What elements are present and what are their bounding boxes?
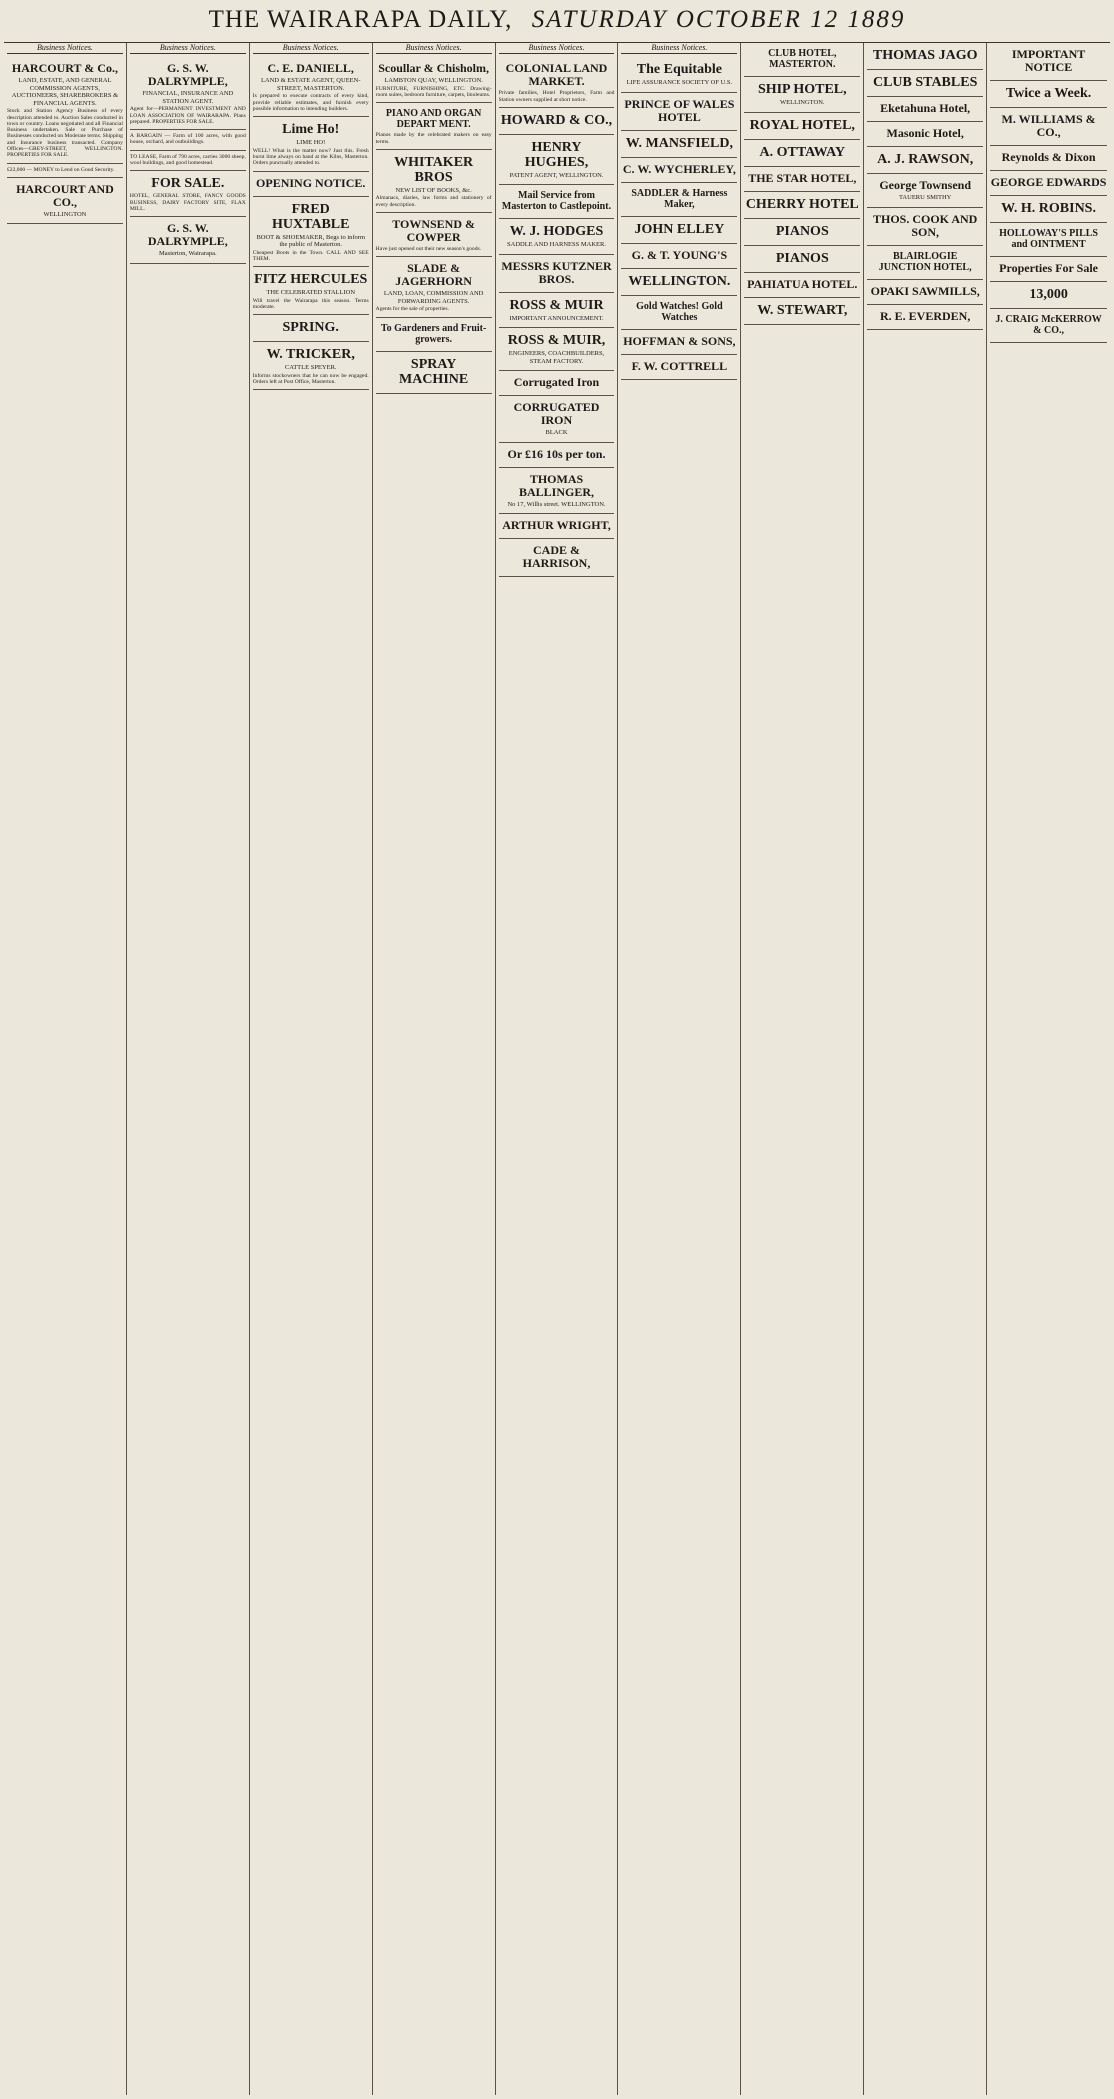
advertisement bbox=[499, 185, 615, 219]
column-7 bbox=[741, 43, 864, 2095]
advertisement bbox=[744, 167, 860, 192]
ad-body: Pianos made by the celebrated makers on easy terms. bbox=[375, 132, 492, 145]
advertisement bbox=[744, 43, 860, 77]
advertisement bbox=[990, 146, 1107, 171]
advertisement bbox=[990, 43, 1107, 81]
ad-title: PAHIATUA HOTEL. bbox=[747, 276, 858, 291]
ad-title: THE STAR HOTEL, bbox=[748, 170, 857, 185]
ad-title: PIANOS bbox=[775, 223, 829, 239]
ad-title: G. S. W. DALRYMPLE, bbox=[147, 61, 228, 89]
ad-title: W. J. HODGES bbox=[509, 224, 604, 240]
column-header: Business Notices. bbox=[621, 43, 737, 54]
ad-title: F. W. COTTRELL bbox=[631, 358, 728, 373]
advertisement bbox=[253, 172, 369, 197]
advertisement bbox=[621, 296, 737, 330]
ad-subtitle: TAUERU SMITHY bbox=[898, 194, 952, 201]
column-8 bbox=[864, 43, 987, 2095]
ad-title: Mail Service from Masterton to Castlepoint. bbox=[501, 190, 612, 213]
advertisement bbox=[867, 43, 983, 70]
advertisement bbox=[499, 293, 615, 329]
ad-title: ROSS & MUIR bbox=[509, 297, 604, 313]
ad-subtitle: LAND, LOAN, COMMISSION AND FORWARDING AGENTS. bbox=[383, 290, 484, 305]
advertisement bbox=[867, 147, 983, 174]
advertisement bbox=[499, 57, 615, 108]
ad-title: J. CRAIG McKERROW & CO., bbox=[995, 314, 1102, 336]
advertisement bbox=[130, 57, 246, 130]
ad-title: THOMAS JAGO bbox=[872, 48, 978, 63]
advertisement bbox=[867, 174, 983, 208]
ad-title: HOWARD & CO., bbox=[500, 112, 613, 128]
advertisement bbox=[253, 57, 369, 117]
ad-title: CORRUGATED IRON bbox=[513, 400, 600, 428]
advertisement bbox=[744, 298, 860, 325]
ad-title: CLUB HOTEL, MASTERTON. bbox=[768, 48, 837, 70]
ad-title: WHITAKER BROS bbox=[394, 154, 474, 185]
advertisement bbox=[867, 280, 983, 305]
ad-title: G. S. W. DALRYMPLE, bbox=[147, 221, 228, 249]
advertisement bbox=[7, 178, 123, 225]
ad-subtitle: LIFE ASSURANCE SOCIETY OF U.S. bbox=[626, 79, 733, 87]
column-header: Business Notices. bbox=[130, 43, 246, 54]
ad-subtitle: LAND & ESTATE AGENT, QUEEN-STREET, MASTERTON. bbox=[260, 77, 361, 92]
ad-title: Eketahuna Hotel, bbox=[880, 101, 971, 115]
ad-title: OPAKI SAWMILLS, bbox=[870, 283, 980, 298]
ad-body: Is prepared to execute contracts of every kind, provide reliable estimates, and furnish every possible information to intending builders. bbox=[252, 93, 369, 112]
advertisement bbox=[499, 443, 615, 468]
ad-title: SPRING. bbox=[282, 320, 339, 336]
ad-body: A BARGAIN — Farm of 100 acres, with good house, orchard, and outbuildings. bbox=[129, 133, 246, 146]
column-2 bbox=[127, 43, 250, 2095]
advertisement bbox=[130, 171, 246, 217]
advertisement bbox=[376, 318, 492, 352]
ad-subtitle: SADDLE AND HARNESS MAKER. bbox=[507, 241, 606, 249]
advertisement bbox=[744, 219, 860, 246]
advertisement bbox=[867, 246, 983, 280]
ad-subtitle: PATENT AGENT, WELLINGTON. bbox=[509, 171, 604, 179]
advertisement bbox=[621, 183, 737, 217]
advertisement bbox=[744, 273, 860, 298]
ad-title: Reynolds & Dixon bbox=[1001, 150, 1096, 164]
ad-body: Private families, Hotel Proprietors, Farm and Station owners supplied at short notice. bbox=[498, 90, 615, 103]
ad-body: Cheapest Boots in the Town. CALL AND SEE THEM. bbox=[252, 249, 369, 262]
column-header: Business Notices. bbox=[253, 43, 369, 54]
ad-subtitle: FINANCIAL, INSURANCE AND STATION AGENT. bbox=[142, 90, 234, 105]
ad-body: Have just opened out their new season's goods. bbox=[375, 246, 482, 253]
advertisement bbox=[621, 269, 737, 296]
ad-title: Lime Ho! bbox=[282, 122, 340, 138]
column-3 bbox=[250, 43, 373, 2095]
ad-title: HOLLOWAY'S PILLS and OINTMENT bbox=[999, 228, 1098, 250]
advertisement bbox=[990, 108, 1107, 146]
column-header: Business Notices. bbox=[499, 43, 615, 54]
ad-title: George Townsend bbox=[879, 178, 972, 192]
advertisement bbox=[867, 122, 983, 147]
advertisement bbox=[253, 315, 369, 342]
ad-title: THOMAS BALLINGER, bbox=[518, 471, 595, 499]
ad-title: THOS. COOK AND SON, bbox=[873, 211, 978, 239]
advertisement bbox=[7, 164, 123, 178]
ad-body: HOTEL, GENERAL STORE, FANCY GOODS BUSINESS, DAIRY FACTORY SITE, FLAX MILL. bbox=[129, 193, 246, 212]
advertisement bbox=[253, 117, 369, 171]
column-9 bbox=[987, 43, 1110, 2095]
advertisement bbox=[499, 539, 615, 577]
advertisement bbox=[621, 244, 737, 269]
advertisement bbox=[130, 130, 246, 151]
advertisement bbox=[867, 305, 983, 330]
masthead-title: THE WAIRARAPA DAILY, bbox=[208, 6, 513, 33]
advertisement bbox=[621, 131, 737, 158]
ad-body: Stock and Station Agency Business of every description attended to. Auction Sales conducted in town or country. Loans negotiated and all Financial Business undertaken. Sale or Purchase of Businesses conducted on Moderate terms. Shipping and Insurance business transacted. Company Offices—GREY-STREET, WELLINGTON. PROPERTIES FOR SALE. bbox=[7, 108, 123, 159]
ad-title: C. W. WYCHERLEY, bbox=[622, 161, 736, 176]
ad-body: Agent for—PERMANENT INVESTMENT AND LOAN ASSOCIATION OF WAIRARAPA. Plans prepared. PROPERTIES FOR SALE. bbox=[129, 106, 246, 125]
ad-title: MESSRS KUTZNER BROS. bbox=[501, 258, 612, 286]
advertisement bbox=[499, 255, 615, 293]
ad-title: WELLINGTON. bbox=[628, 273, 731, 289]
ad-subtitle: No 17, Willis street. WELLINGTON. bbox=[507, 500, 606, 508]
ad-subtitle: WELLINGTON. bbox=[780, 99, 825, 106]
advertisement bbox=[990, 309, 1107, 343]
ad-body: Agents for the sale of properties. bbox=[375, 306, 449, 313]
ad-title: W. MANSFIELD, bbox=[625, 135, 734, 151]
advertisement bbox=[253, 197, 369, 268]
ad-title: HARCOURT AND CO., bbox=[16, 181, 114, 209]
advertisement bbox=[867, 97, 983, 122]
advertisement bbox=[621, 93, 737, 131]
advertisement bbox=[499, 328, 615, 371]
ad-title: FITZ HERCULES bbox=[254, 272, 368, 288]
advertisement bbox=[253, 342, 369, 390]
ad-title: IMPORTANT NOTICE bbox=[1011, 47, 1086, 74]
ad-title: ARTHUR WRIGHT, bbox=[502, 518, 611, 533]
ad-subtitle: IMPORTANT ANNOUNCEMENT. bbox=[509, 314, 604, 322]
ad-title: G. & T. YOUNG'S bbox=[631, 247, 728, 262]
ad-title: FOR SALE. bbox=[151, 176, 225, 192]
ad-title: SPRAY MACHINE bbox=[399, 356, 469, 387]
ad-subtitle: NEW LIST OF BOOKS, &c. bbox=[395, 186, 472, 194]
ad-body: Will travel the Wairarapa this season. Terms moderate. bbox=[252, 297, 369, 310]
advertisement bbox=[130, 151, 246, 172]
column-4 bbox=[373, 43, 496, 2095]
ad-title: SADDLER & Harness Maker, bbox=[631, 187, 728, 210]
ad-body: TO LEASE, Farm of 790 acres, carries 3000 sheep, wool buildings, and good homestead. bbox=[129, 153, 246, 167]
advertisement bbox=[376, 103, 492, 150]
ad-title: C. E. DANIELL, bbox=[267, 61, 354, 76]
ad-subtitle: BOOT & SHOEMAKER, Begs to inform the public of Masterton. bbox=[256, 233, 366, 249]
advertisement bbox=[499, 514, 615, 539]
ad-title: Gold Watches! Gold Watches bbox=[636, 300, 723, 323]
ad-title: R. E. EVERDEN, bbox=[880, 308, 971, 323]
ad-body: Informs stockowners that he can now be engaged. Orders left at Post Office, Masterton. bbox=[252, 372, 369, 386]
advertisement bbox=[990, 81, 1107, 108]
advertisement bbox=[990, 196, 1107, 223]
ad-title: PIANOS bbox=[775, 250, 829, 266]
ad-title: A. J. RAWSON, bbox=[877, 152, 974, 167]
advertisement bbox=[990, 257, 1107, 282]
ad-subtitle: LAMBTON QUAY, WELLINGTON. bbox=[384, 77, 483, 85]
ad-title: W. TRICKER, bbox=[266, 347, 355, 363]
advertisement bbox=[376, 213, 492, 257]
ad-subtitle: BLACK bbox=[545, 429, 568, 437]
ad-title: A. OTTAWAY bbox=[759, 144, 846, 160]
advertisement bbox=[990, 223, 1107, 257]
advertisement bbox=[376, 257, 492, 317]
ad-title: BLAIRLOGIE JUNCTION HOTEL, bbox=[878, 250, 972, 273]
advertisement bbox=[621, 57, 737, 93]
advertisement-columns bbox=[4, 42, 1110, 2095]
ad-subtitle: WELLINGTON bbox=[43, 210, 87, 218]
ad-title: The Equitable bbox=[636, 62, 722, 78]
ad-title: Properties For Sale bbox=[999, 261, 1098, 275]
ad-title: CHERRY HOTEL bbox=[745, 196, 859, 212]
advertisement bbox=[130, 217, 246, 264]
ad-body: WELL! What is the matter now? Just this. Fresh burnt lime always on hand at the Kilns, Masterton. Orders punctually attended to. bbox=[252, 147, 369, 167]
masthead bbox=[0, 6, 1114, 38]
ad-body: £22,000 — MONEY to Lend on Good Security. bbox=[7, 166, 115, 173]
column-5 bbox=[496, 43, 619, 2095]
ad-title: GEORGE EDWARDS bbox=[990, 175, 1107, 189]
ad-title: M. WILLIAMS & CO., bbox=[1001, 112, 1096, 139]
ad-subtitle: LAND, ESTATE, AND GENERAL COMMISSION AGENTS, AUCTIONEERS, SHAREBROKERS & FINANCIAL AGENTS. bbox=[11, 77, 119, 107]
column-1 bbox=[4, 43, 127, 2095]
advertisement bbox=[499, 135, 615, 186]
advertisement bbox=[744, 192, 860, 219]
ad-title: 13,000 bbox=[1029, 287, 1068, 302]
advertisement bbox=[621, 355, 737, 380]
advertisement bbox=[744, 140, 860, 167]
ad-title: Twice a Week. bbox=[1005, 86, 1092, 101]
advertisement bbox=[376, 352, 492, 394]
advertisement bbox=[7, 57, 123, 163]
ad-title: Masonic Hotel, bbox=[886, 126, 964, 140]
ad-title: W. STEWART, bbox=[757, 302, 848, 318]
ad-title: W. H. ROBINS. bbox=[1001, 201, 1096, 216]
advertisement bbox=[867, 208, 983, 246]
advertisement bbox=[990, 282, 1107, 309]
ad-title: COLONIAL LAND MARKET. bbox=[505, 61, 608, 89]
advertisement bbox=[499, 219, 615, 255]
ad-title: SLADE & JAGERHORN bbox=[395, 261, 472, 289]
advertisement bbox=[867, 70, 983, 97]
ad-title: TOWNSEND & COWPER bbox=[392, 217, 476, 245]
ad-title: CLUB STABLES bbox=[872, 75, 978, 90]
ad-body: Almanacs, diaries, law forms and stationery of every description. bbox=[375, 195, 492, 208]
column-header: Business Notices. bbox=[376, 43, 492, 54]
ad-title: FRED HUXTABLE bbox=[271, 201, 350, 232]
ad-title: Or £16 10s per ton. bbox=[507, 446, 606, 461]
advertisement bbox=[376, 150, 492, 213]
ad-subtitle: CATTLE SPEYER. bbox=[284, 364, 337, 372]
ad-title: ROYAL HOTEL, bbox=[749, 117, 855, 133]
ad-subtitle: ENGINEERS, COACHBUILDERS, STEAM FACTORY. bbox=[508, 350, 605, 365]
ad-subtitle: THE CELEBRATED STALLION bbox=[266, 289, 356, 297]
ad-body: FURNITURE, FURNISHING, ETC. Drawing-room suites, bedroom furniture, carpets, linoleums. bbox=[375, 85, 492, 99]
advertisement bbox=[499, 371, 615, 396]
ad-title: Corrugated Iron bbox=[513, 375, 600, 390]
advertisement bbox=[744, 113, 860, 140]
column-6 bbox=[618, 43, 741, 2095]
ad-title: HARCOURT & Co., bbox=[11, 61, 118, 76]
advertisement bbox=[499, 468, 615, 515]
advertisement bbox=[990, 171, 1107, 196]
masthead-date: SATURDAY OCTOBER 12 1889 bbox=[531, 6, 906, 33]
ad-title: PIANO AND ORGAN DEPART MENT. bbox=[385, 108, 482, 131]
ad-title: HOFFMAN & SONS, bbox=[623, 333, 736, 348]
advertisement bbox=[376, 57, 492, 103]
ad-subtitle: Masterton, Wairarapa. bbox=[159, 250, 217, 258]
column-header: Business Notices. bbox=[7, 43, 123, 54]
ad-title: CADE & HARRISON, bbox=[522, 543, 591, 571]
advertisement bbox=[621, 158, 737, 183]
advertisement bbox=[253, 267, 369, 315]
ad-subtitle: LIME HO! bbox=[296, 139, 326, 147]
ad-title: Scoullar & Chisholm, bbox=[378, 61, 490, 76]
advertisement bbox=[744, 246, 860, 273]
ad-title: SHIP HOTEL, bbox=[757, 82, 847, 97]
ad-title: PRINCE OF WALES HOTEL bbox=[624, 96, 735, 124]
advertisement bbox=[499, 108, 615, 135]
ad-title: JOHN ELLEY bbox=[634, 221, 725, 237]
ad-title: ROSS & MUIR, bbox=[507, 333, 606, 349]
advertisement bbox=[621, 217, 737, 244]
ad-title: OPENING NOTICE. bbox=[256, 175, 366, 190]
advertisement bbox=[499, 396, 615, 443]
advertisement bbox=[744, 77, 860, 113]
ad-title: To Gardeners and Fruit-growers. bbox=[380, 322, 487, 345]
ad-title: HENRY HUGHES, bbox=[524, 139, 589, 170]
advertisement bbox=[621, 330, 737, 355]
